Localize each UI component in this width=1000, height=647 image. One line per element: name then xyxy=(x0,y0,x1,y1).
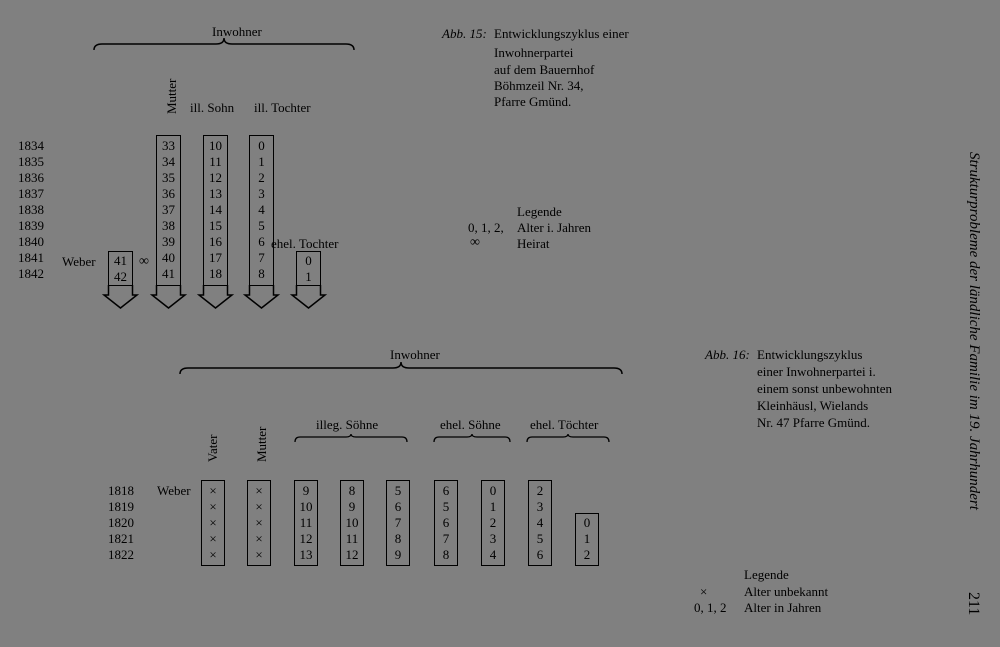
year: 1839 xyxy=(18,218,44,233)
fig15-header: Inwohner xyxy=(212,24,262,39)
age-cell: 9 xyxy=(348,499,356,514)
age-cell: 4 xyxy=(536,515,544,530)
age-cell: 5 xyxy=(394,483,402,498)
age-cell: 7 xyxy=(258,250,265,265)
year: 1822 xyxy=(108,547,134,562)
year: 1837 xyxy=(18,186,44,201)
caption-label: Abb. 16: xyxy=(705,347,750,362)
age-cell: 11 xyxy=(299,515,313,530)
year: 1818 xyxy=(108,483,134,498)
age-cell: 13 xyxy=(209,186,222,201)
fig16-brace xyxy=(180,362,622,376)
year: 1841 xyxy=(18,250,44,265)
age-cell: 7 xyxy=(442,531,450,546)
unknown-cell: × xyxy=(209,483,217,498)
age-cell: 0 xyxy=(583,515,591,530)
fig16-col-mutter: Mutter xyxy=(254,426,269,462)
age-cell: 40 xyxy=(162,250,175,265)
age-cell: 11 xyxy=(209,154,222,169)
legend-text: Alter i. Jahren xyxy=(517,220,592,235)
unknown-cell: × xyxy=(209,499,217,514)
year: 1836 xyxy=(18,170,44,185)
unknown-cell: × xyxy=(255,515,263,530)
age-cell: 8 xyxy=(442,547,450,562)
age-cell: 11 xyxy=(345,531,359,546)
age-cell: 10 xyxy=(209,138,222,153)
age-cell: 4 xyxy=(258,202,265,217)
unknown-cell: × xyxy=(209,547,217,562)
age-cell: 8 xyxy=(394,531,402,546)
age-cell: 5 xyxy=(536,531,544,546)
legend-symbol: 0, 1, 2 xyxy=(694,600,727,615)
running-head: Strukturprobleme der ländliche Familie im 19. Jahrhundert xyxy=(966,152,982,510)
age-cell: 3 xyxy=(536,499,544,514)
fig15-col-tochter: ill. Tochter xyxy=(254,100,311,115)
age-cell: 35 xyxy=(162,170,175,185)
age-cell: 14 xyxy=(209,202,222,217)
caption-label: Abb. 15: xyxy=(442,26,487,41)
age-cell: 2 xyxy=(489,515,497,530)
fig16-group-ehel-soehne: ehel. Söhne xyxy=(440,417,501,432)
age-cell: 9 xyxy=(302,483,310,498)
age-cell: 6 xyxy=(258,234,265,249)
caption-line: Entwicklungszyklus einer xyxy=(494,26,629,41)
age-cell: 41 xyxy=(114,253,127,268)
age-cell: 6 xyxy=(442,515,450,530)
unknown-cell: × xyxy=(255,499,263,514)
unknown-cell: × xyxy=(209,531,217,546)
fig16-weber-label: Weber xyxy=(157,483,191,498)
age-cell: 4 xyxy=(489,547,497,562)
age-cell: 1 xyxy=(583,531,591,546)
unknown-cell: × xyxy=(255,531,263,546)
year: 1819 xyxy=(108,499,134,514)
down-arrow-icon xyxy=(106,285,136,309)
legend-text: Heirat xyxy=(517,236,550,251)
fig15-marriage-symbol: ∞ xyxy=(139,254,149,269)
age-cell: 2 xyxy=(536,483,544,498)
age-cell: 10 xyxy=(299,499,313,514)
age-cell: 17 xyxy=(209,250,222,265)
year: 1834 xyxy=(18,138,44,153)
age-cell: 12 xyxy=(345,547,359,562)
age-cell: 36 xyxy=(162,186,175,201)
age-cell: 8 xyxy=(348,483,356,498)
age-cell: 5 xyxy=(258,218,265,233)
age-cell: 38 xyxy=(162,218,175,233)
fig16-group-ehel-toechter-brace xyxy=(527,434,609,444)
fig15-col-sohn: ill. Sohn xyxy=(190,100,235,115)
age-cell: 5 xyxy=(442,499,450,514)
age-cell: 2 xyxy=(258,170,265,185)
caption-line: einer Inwohnerpartei i. xyxy=(757,364,876,379)
legend-title: Legende xyxy=(517,204,562,219)
age-cell: 6 xyxy=(442,483,450,498)
caption-line: einem sonst unbewohnten xyxy=(757,381,893,396)
age-cell: 8 xyxy=(258,266,265,281)
fig15-brace xyxy=(94,38,354,52)
legend-text: Alter unbekannt xyxy=(744,584,829,599)
fig16-header: Inwohner xyxy=(390,347,440,362)
age-cell: 34 xyxy=(162,154,175,169)
age-cell: 41 xyxy=(162,266,175,281)
year: 1838 xyxy=(18,202,44,217)
fig16-group-ehel-soehne-brace xyxy=(434,434,510,444)
caption-line: Pfarre Gmünd. xyxy=(494,94,572,109)
age-cell: 1 xyxy=(489,499,497,514)
unknown-cell: × xyxy=(255,483,263,498)
legend-title: Legende xyxy=(744,567,789,582)
legend-text: Alter in Jahren xyxy=(744,600,822,615)
caption-line: auf dem Bauernhof xyxy=(494,62,595,77)
age-cell: 12 xyxy=(299,531,313,546)
down-arrow-icon xyxy=(201,285,231,309)
caption-line: Entwicklungszyklus xyxy=(757,347,863,362)
legend-symbol: × xyxy=(700,584,708,599)
fig16-group-illeg-brace xyxy=(295,434,407,444)
age-cell: 18 xyxy=(209,266,222,281)
year: 1835 xyxy=(18,154,44,169)
down-arrow-icon xyxy=(154,285,184,309)
caption-line: Kleinhäusl, Wielands xyxy=(757,398,869,413)
age-cell: 12 xyxy=(209,170,222,185)
fig16-col-vater: Vater xyxy=(205,434,220,462)
unknown-cell: × xyxy=(209,515,217,530)
unknown-cell: × xyxy=(255,547,263,562)
year: 1842 xyxy=(18,266,44,281)
age-cell: 7 xyxy=(394,515,402,530)
age-cell: 0 xyxy=(489,483,497,498)
caption-line: Inwohnerpartei xyxy=(494,45,574,60)
down-arrow-icon xyxy=(294,285,324,309)
age-cell: 13 xyxy=(299,547,313,562)
age-cell: 15 xyxy=(209,218,222,233)
age-cell: 1 xyxy=(258,154,265,169)
year: 1821 xyxy=(108,531,134,546)
age-cell: 0 xyxy=(305,253,312,268)
legend-symbol: 0, 1, 2, xyxy=(468,220,504,235)
age-cell: 1 xyxy=(305,269,312,284)
age-cell: 39 xyxy=(162,234,175,249)
age-cell: 6 xyxy=(394,499,402,514)
age-cell: 3 xyxy=(258,186,265,201)
age-cell: 16 xyxy=(209,234,222,249)
fig15-col-mutter: Mutter xyxy=(164,78,179,114)
age-cell: 9 xyxy=(394,547,402,562)
year: 1840 xyxy=(18,234,44,249)
age-cell: 37 xyxy=(162,202,175,217)
age-cell: 3 xyxy=(489,531,497,546)
fig15-col-ehel-tochter: ehel. Tochter xyxy=(271,236,339,251)
page-number: 211 xyxy=(965,592,982,616)
age-cell: 33 xyxy=(162,138,175,153)
year: 1820 xyxy=(108,515,134,530)
legend-symbol: ∞ xyxy=(470,235,480,250)
age-cell: 6 xyxy=(536,547,544,562)
age-cell: 2 xyxy=(583,547,591,562)
fig16-group-ehel-toechter: ehel. Töchter xyxy=(530,417,599,432)
age-cell: 0 xyxy=(258,138,265,153)
down-arrow-icon xyxy=(247,285,277,309)
fig16-group-illeg: illeg. Söhne xyxy=(316,417,379,432)
age-cell: 42 xyxy=(114,269,127,284)
fig15-weber-label: Weber xyxy=(62,254,96,269)
age-cell: 10 xyxy=(345,515,359,530)
caption-line: Nr. 47 Pfarre Gmünd. xyxy=(757,415,871,430)
caption-line: Böhmzeil Nr. 34, xyxy=(494,78,584,93)
